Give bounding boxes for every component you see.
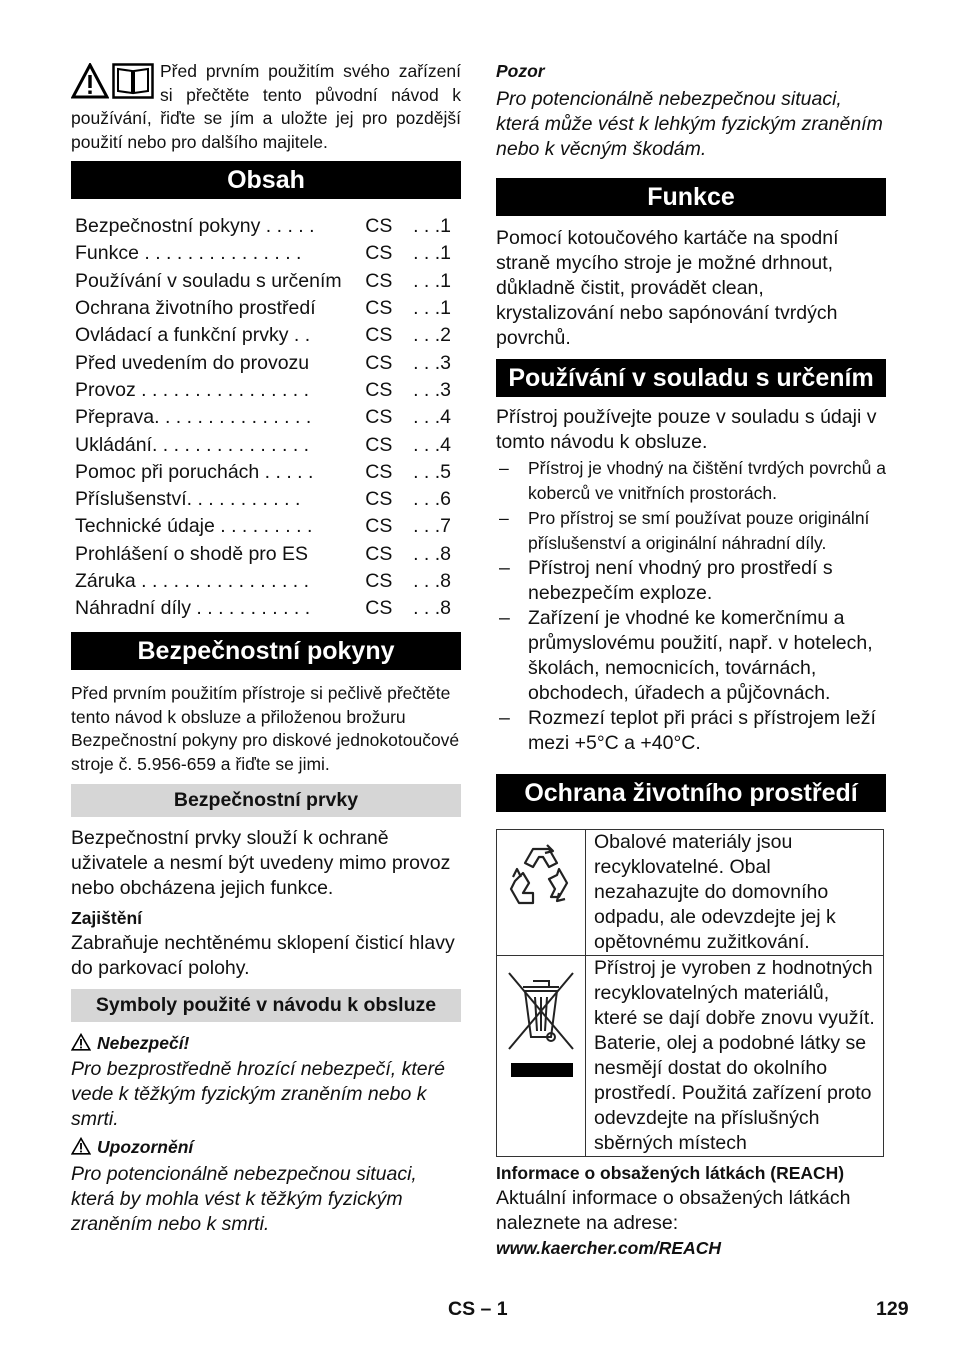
toc-entry-page: . . .8 bbox=[413, 597, 451, 620]
crossed-out-bin-icon bbox=[503, 965, 579, 1083]
toc-entry-lang: CS bbox=[365, 542, 393, 565]
intended-use-list bbox=[496, 456, 886, 756]
warning-row bbox=[71, 1136, 461, 1160]
environment-table bbox=[496, 829, 884, 1157]
toc-entry-lang: CS bbox=[365, 242, 393, 265]
toc-entry-title: Používání v souladu s určením bbox=[75, 269, 342, 292]
safety-intro: Před prvním použitím přístroje si pečlivě přečtěte tento návod k obsluze a přiloženou brožuru Bezpečnostní pokyny pro diskové jednokotoučové stroje č. 5.956-659 a řiďte se jimi. bbox=[71, 683, 460, 774]
toc-entry-page: . . .1 bbox=[413, 297, 451, 320]
safety-devices-text: Bezpečnostní prvky slouží k ochraně uživatele a nesmí být uvedeny mimo provoz nebo obcházena jejich funkce. bbox=[71, 827, 451, 900]
recycle-icon-cell bbox=[497, 829, 586, 955]
toc-entry-page: . . .8 bbox=[413, 570, 451, 592]
left-column bbox=[71, 60, 461, 1237]
weee-icon-cell bbox=[497, 955, 586, 1156]
danger-row bbox=[71, 1032, 461, 1056]
toc-entry-lang: CS bbox=[365, 597, 393, 620]
toc-row bbox=[71, 486, 461, 513]
toc-entry-page: . . .4 bbox=[413, 406, 451, 429]
toc-entry-page: . . .6 bbox=[413, 488, 451, 511]
toc-entry-title: Prohlášení o shodě pro ES bbox=[75, 542, 309, 565]
caution-warning-icon bbox=[71, 1137, 91, 1155]
safety-heading: Bezpečnostní pokyny bbox=[71, 632, 461, 670]
warning-text: Pro potencionálně nebezpečnou situaci, která by mohla vést k těžkým fyzickým zraněním nebo k smrti. bbox=[71, 1162, 417, 1235]
list-item: – Rozmezí teplot při práci s přístrojem leží mezi +5°C a +40°C. bbox=[496, 706, 886, 756]
caution-label: Pozor bbox=[496, 61, 545, 81]
danger-label: Nebezpečí! bbox=[97, 1032, 190, 1053]
toc-entry-page: . . .8 bbox=[413, 542, 451, 565]
lock-label: Zajištění bbox=[71, 908, 142, 929]
toc-entry-lang: CS bbox=[365, 378, 393, 401]
reach-url-link[interactable]: www.kaercher.com/REACH bbox=[496, 1238, 721, 1258]
section-page-number: CS – 1 bbox=[448, 1298, 508, 1320]
danger-warning-icon bbox=[71, 1033, 91, 1051]
toc-heading: Obsah bbox=[71, 161, 461, 199]
intro-text: Před prvním použitím svého zařízení si přečtěte tento původní návod k používání, řiďte se jím a uložte jej pro pozdější použití nebo pro dalšího majitele. bbox=[71, 61, 461, 152]
list-item: – Přístroj není vhodný pro prostředí s nebezpečím exploze. bbox=[496, 556, 886, 606]
toc-row bbox=[71, 404, 461, 431]
toc-row bbox=[71, 349, 461, 376]
toc-entry-lang: CS bbox=[365, 215, 393, 238]
toc-entry-page: . . .7 bbox=[413, 515, 451, 538]
toc-entry-title: Technické údaje . . . . . . . . . bbox=[75, 515, 313, 538]
toc-entry-title: Funkce . . . . . . . . . . . . . . . bbox=[75, 242, 302, 265]
toc-entry-page: . . .1 bbox=[413, 242, 451, 265]
toc-entry-lang: CS bbox=[365, 488, 393, 511]
safety-devices-heading: Bezpečnostní prvky bbox=[71, 784, 461, 817]
toc-entry-title: Ochrana životního prostředí bbox=[75, 297, 316, 320]
list-item: – Pro přístroj se smí používat pouze originální příslušenství a originální náhradní díly. bbox=[496, 506, 886, 556]
recycle-icon bbox=[503, 837, 579, 915]
toc-row bbox=[71, 213, 461, 240]
toc-entry-title: Ovládací a funkční prvky . . bbox=[75, 324, 311, 347]
toc-entry-lang: CS bbox=[365, 515, 393, 538]
reach-text: Aktuální informace o obsažených látkách naleznete na adrese: bbox=[496, 1187, 851, 1234]
toc-entry-title: Záruka . . . . . . . . . . . . . . . . bbox=[75, 570, 310, 592]
toc-row bbox=[71, 459, 461, 486]
toc-entry-lang: CS bbox=[365, 570, 393, 592]
environment-heading: Ochrana životního prostředí bbox=[496, 774, 886, 812]
toc-entry-lang: CS bbox=[365, 460, 393, 483]
toc-entry-lang: CS bbox=[365, 433, 393, 456]
toc-entry-lang: CS bbox=[365, 351, 393, 374]
toc-entry-title: Bezpečnostní pokyny . . . . . bbox=[75, 215, 315, 238]
toc-row bbox=[71, 295, 461, 322]
function-text: Pomocí kotoučového kartáče na spodní straně mycího stroje je možné drhnout, důkladně čistit, provádět clean, krystalizování nebo sapónování tvrdých povrchů. bbox=[496, 226, 839, 349]
toc-entry-page: . . .5 bbox=[413, 460, 451, 483]
toc-entry-title: Provoz . . . . . . . . . . . . . . . . bbox=[75, 378, 310, 401]
toc-table bbox=[71, 213, 461, 622]
toc-row bbox=[71, 431, 461, 458]
toc-entry-page: . . .4 bbox=[413, 433, 451, 456]
lock-text: Zabraňuje nechtěnému sklopení čisticí hlavy do parkovací polohy. bbox=[71, 931, 455, 979]
toc-row bbox=[71, 240, 461, 267]
toc-row bbox=[71, 322, 461, 349]
toc-entry-lang: CS bbox=[365, 297, 393, 320]
intended-use-heading: Používání v souladu s určením bbox=[496, 359, 886, 397]
manual-book-icon bbox=[112, 63, 154, 99]
warning-label: Upozornění bbox=[97, 1137, 194, 1158]
toc-row bbox=[71, 268, 461, 295]
symbols-heading: Symboly použité v návodu k obsluze bbox=[71, 989, 461, 1022]
reach-heading: Informace o obsažených látkách (REACH) bbox=[496, 1162, 845, 1183]
toc-entry-title: Pomoc při poruchách . . . . . bbox=[75, 460, 314, 483]
toc-entry-page: . . .2 bbox=[413, 324, 451, 347]
list-item: – Zařízení je vhodné ke komerčnímu a průmyslovému použití, např. v hotelech, školách, nemocnicích, továrnách, obchodech, úřadech a půjčovnách. bbox=[496, 606, 886, 706]
toc-entry-page: . . .3 bbox=[413, 378, 451, 401]
table-row bbox=[497, 829, 884, 955]
table-row bbox=[497, 955, 884, 1156]
toc-row bbox=[71, 541, 461, 568]
toc-entry-title: Ukládání. . . . . . . . . . . . . . . bbox=[75, 433, 310, 456]
toc-row bbox=[71, 595, 461, 622]
function-heading: Funkce bbox=[496, 178, 886, 216]
toc-entry-page: . . .1 bbox=[413, 215, 451, 238]
packaging-text: Obalové materiály jsou recyklovatelné. Obal nezahazujte do domovního odpadu, ale odevzdejte jej k opětovnému zužitkování. bbox=[586, 829, 884, 955]
toc-entry-title: Náhradní díly . . . . . . . . . . . bbox=[75, 597, 311, 620]
toc-entry-title: Před uvedením do provozu bbox=[75, 351, 310, 374]
list-item: – Přístroj je vhodný na čištění tvrdých povrchů a koberců ve vnitřních prostorách. bbox=[496, 456, 886, 506]
toc-entry-lang: CS bbox=[365, 324, 393, 347]
toc-entry-title: Přeprava. . . . . . . . . . . . . . . bbox=[75, 406, 312, 429]
toc-entry-page: . . .1 bbox=[413, 269, 451, 292]
right-column bbox=[496, 60, 886, 1261]
toc-row bbox=[71, 568, 461, 595]
toc-entry-lang: CS bbox=[365, 406, 393, 429]
danger-text: Pro bezprostředně hrozící nebezpečí, které vede k těžkým fyzickým zraněním nebo k smrti. bbox=[71, 1058, 445, 1131]
intro-block bbox=[71, 60, 461, 154]
intro-icons bbox=[71, 63, 154, 99]
toc-row bbox=[71, 377, 461, 404]
device-recycling-text: Přístroj je vyroben z hodnotných recyklovatelných materiálů, které se dají dobře znovu využít. Baterie, olej a podobné látky se nesmějí dostat do okolního prostředí. Použitá zařízení proto odevzdejte na příslušných sběrných místech bbox=[586, 955, 884, 1156]
caution-text: Pro potencionálně nebezpečnou situaci, která může vést k lehkým fyzickým zraněním nebo k věcným škodám. bbox=[496, 87, 883, 160]
intended-use-intro: Přístroj používejte pouze v souladu s údaji v tomto návodu k obsluze. bbox=[496, 405, 877, 453]
toc-entry-page: . . .3 bbox=[413, 351, 451, 374]
toc-row bbox=[71, 513, 461, 540]
toc-entry-title: Příslušenství. . . . . . . . . . . bbox=[75, 488, 301, 511]
toc-entry-lang: CS bbox=[365, 269, 393, 292]
warning-triangle-icon bbox=[71, 63, 109, 99]
page-number: 129 bbox=[876, 1298, 909, 1320]
